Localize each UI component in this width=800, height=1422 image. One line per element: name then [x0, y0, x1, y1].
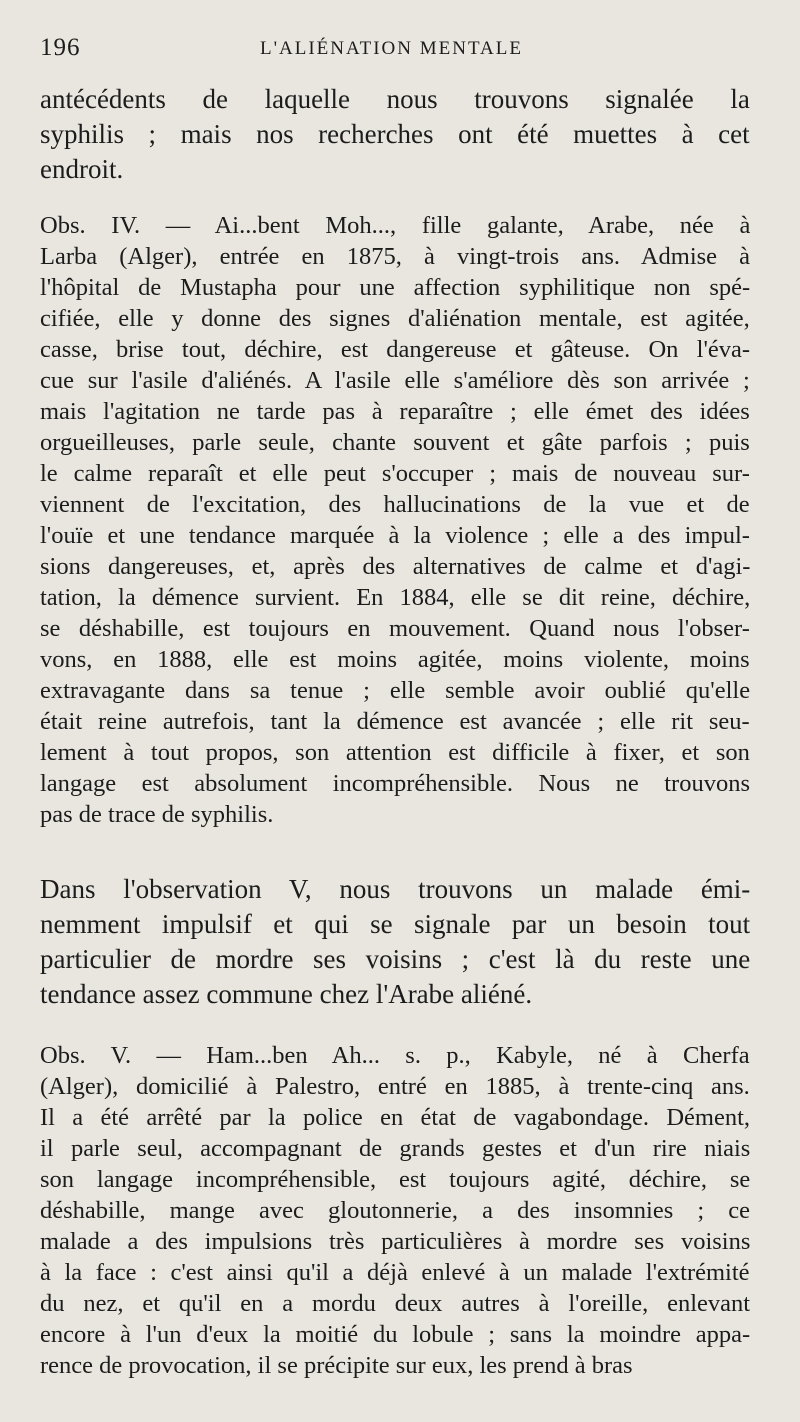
text-line: Larba (Alger), entrée en 1875, à vingt-trois ans. Admise à — [40, 243, 751, 270]
text-line: tendance assez commune chez l'Arabe aliéné. — [40, 979, 533, 1009]
text-line: vons, en 1888, elle est moins agitée, moins violente, moins — [40, 646, 750, 673]
text-line: l'ouïe et une tendance marquée à la violence ; elle a des impul- — [40, 522, 750, 549]
text-line: Obs. V. — Ham...ben Ah... s. p., Kabyle, né à Cherfa — [40, 1042, 750, 1069]
text-line: antécédents de laquelle nous trouvons signalée la — [40, 84, 750, 114]
text-line: rence de provocation, il se précipite sur eux, les prend à bras — [40, 1352, 633, 1379]
text-line: encore à l'un d'eux la moitié du lobule ; sans la moindre appa- — [40, 1321, 751, 1348]
text-line: casse, brise tout, déchire, est dangereuse et gâteuse. On l'éva- — [40, 336, 751, 363]
text-line: à la face : c'est ainsi qu'il a déjà enlevé à un malade l'extrémité — [40, 1259, 750, 1286]
observation-v — [40, 1040, 750, 1381]
text-line: pas de trace de syphilis. — [40, 801, 274, 828]
paragraph-intro — [40, 82, 750, 187]
text-line: (Alger), domicilié à Palestro, entré en 1885, à trente-cinq ans. — [40, 1073, 750, 1100]
observation-iv — [40, 210, 750, 830]
text-line: déshabille, mange avec gloutonnerie, a des insomnies ; ce — [40, 1197, 751, 1224]
text-line: orgueilleuses, parle seule, chante souvent et gâte parfois ; puis — [40, 429, 750, 456]
text-line: sions dangereuses, et, après des alternatives de calme et d'agi- — [40, 553, 751, 580]
text-line: syphilis ; mais nos recherches ont été muettes à cet — [40, 119, 750, 149]
text-line: Dans l'observation V, nous trouvons un malade émi- — [40, 874, 751, 904]
text-line: était reine autrefois, tant la démence est avancée ; elle rit seu- — [40, 708, 750, 735]
page-number: 196 — [40, 34, 81, 61]
text-line: mais l'agitation ne tarde pas à reparaître ; elle émet des idées — [40, 398, 750, 425]
text-line: il parle seul, accompagnant de grands gestes et d'un rire niais — [40, 1135, 751, 1162]
text-line: Obs. IV. — Ai...bent Moh..., fille galante, Arabe, née à — [40, 212, 751, 239]
text-line: malade a des impulsions très particulières à mordre ses voisins — [40, 1228, 751, 1255]
text-line: viennent de l'excitation, des hallucinations de la vue et de — [40, 491, 750, 518]
text-line: cifiée, elle y donne des signes d'aliénation mentale, est agitée, — [40, 305, 750, 332]
text-line: du nez, et qu'il en a mordu deux autres à l'oreille, enlevant — [40, 1290, 751, 1317]
text-line: l'hôpital de Mustapha pour une affection syphilitique non spé- — [40, 274, 751, 301]
paragraph-commentary — [40, 872, 750, 1012]
text-line: le calme reparaît et elle peut s'occuper ; mais de nouveau sur- — [40, 460, 750, 487]
text-line: cue sur l'asile d'aliénés. A l'asile elle s'améliore dès son arrivée ; — [40, 367, 750, 394]
text-line: lement à tout propos, son attention est difficile à fixer, et son — [40, 739, 750, 766]
text-line: nemment impulsif et qui se signale par un besoin tout — [40, 909, 751, 939]
text-line: se déshabille, est toujours en mouvement. Quand nous l'obser- — [40, 615, 750, 642]
text-line: extravagante dans sa tenue ; elle semble avoir oublié qu'elle — [40, 677, 751, 704]
text-line: endroit. — [40, 154, 124, 184]
text-line: Il a été arrêté par la police en état de vagabondage. Dément, — [40, 1104, 751, 1131]
running-head — [40, 34, 760, 68]
text-line: tation, la démence survient. En 1884, elle se dit reine, déchire, — [40, 584, 751, 611]
text-line: langage est absolument incompréhensible. Nous ne trouvons — [40, 770, 750, 797]
text-line: son langage incompréhensible, est toujours agité, déchire, se — [40, 1166, 751, 1193]
running-title: L'ALIÉNATION MENTALE — [260, 38, 523, 59]
text-line: particulier de mordre ses voisins ; c'est là du reste une — [40, 944, 751, 974]
